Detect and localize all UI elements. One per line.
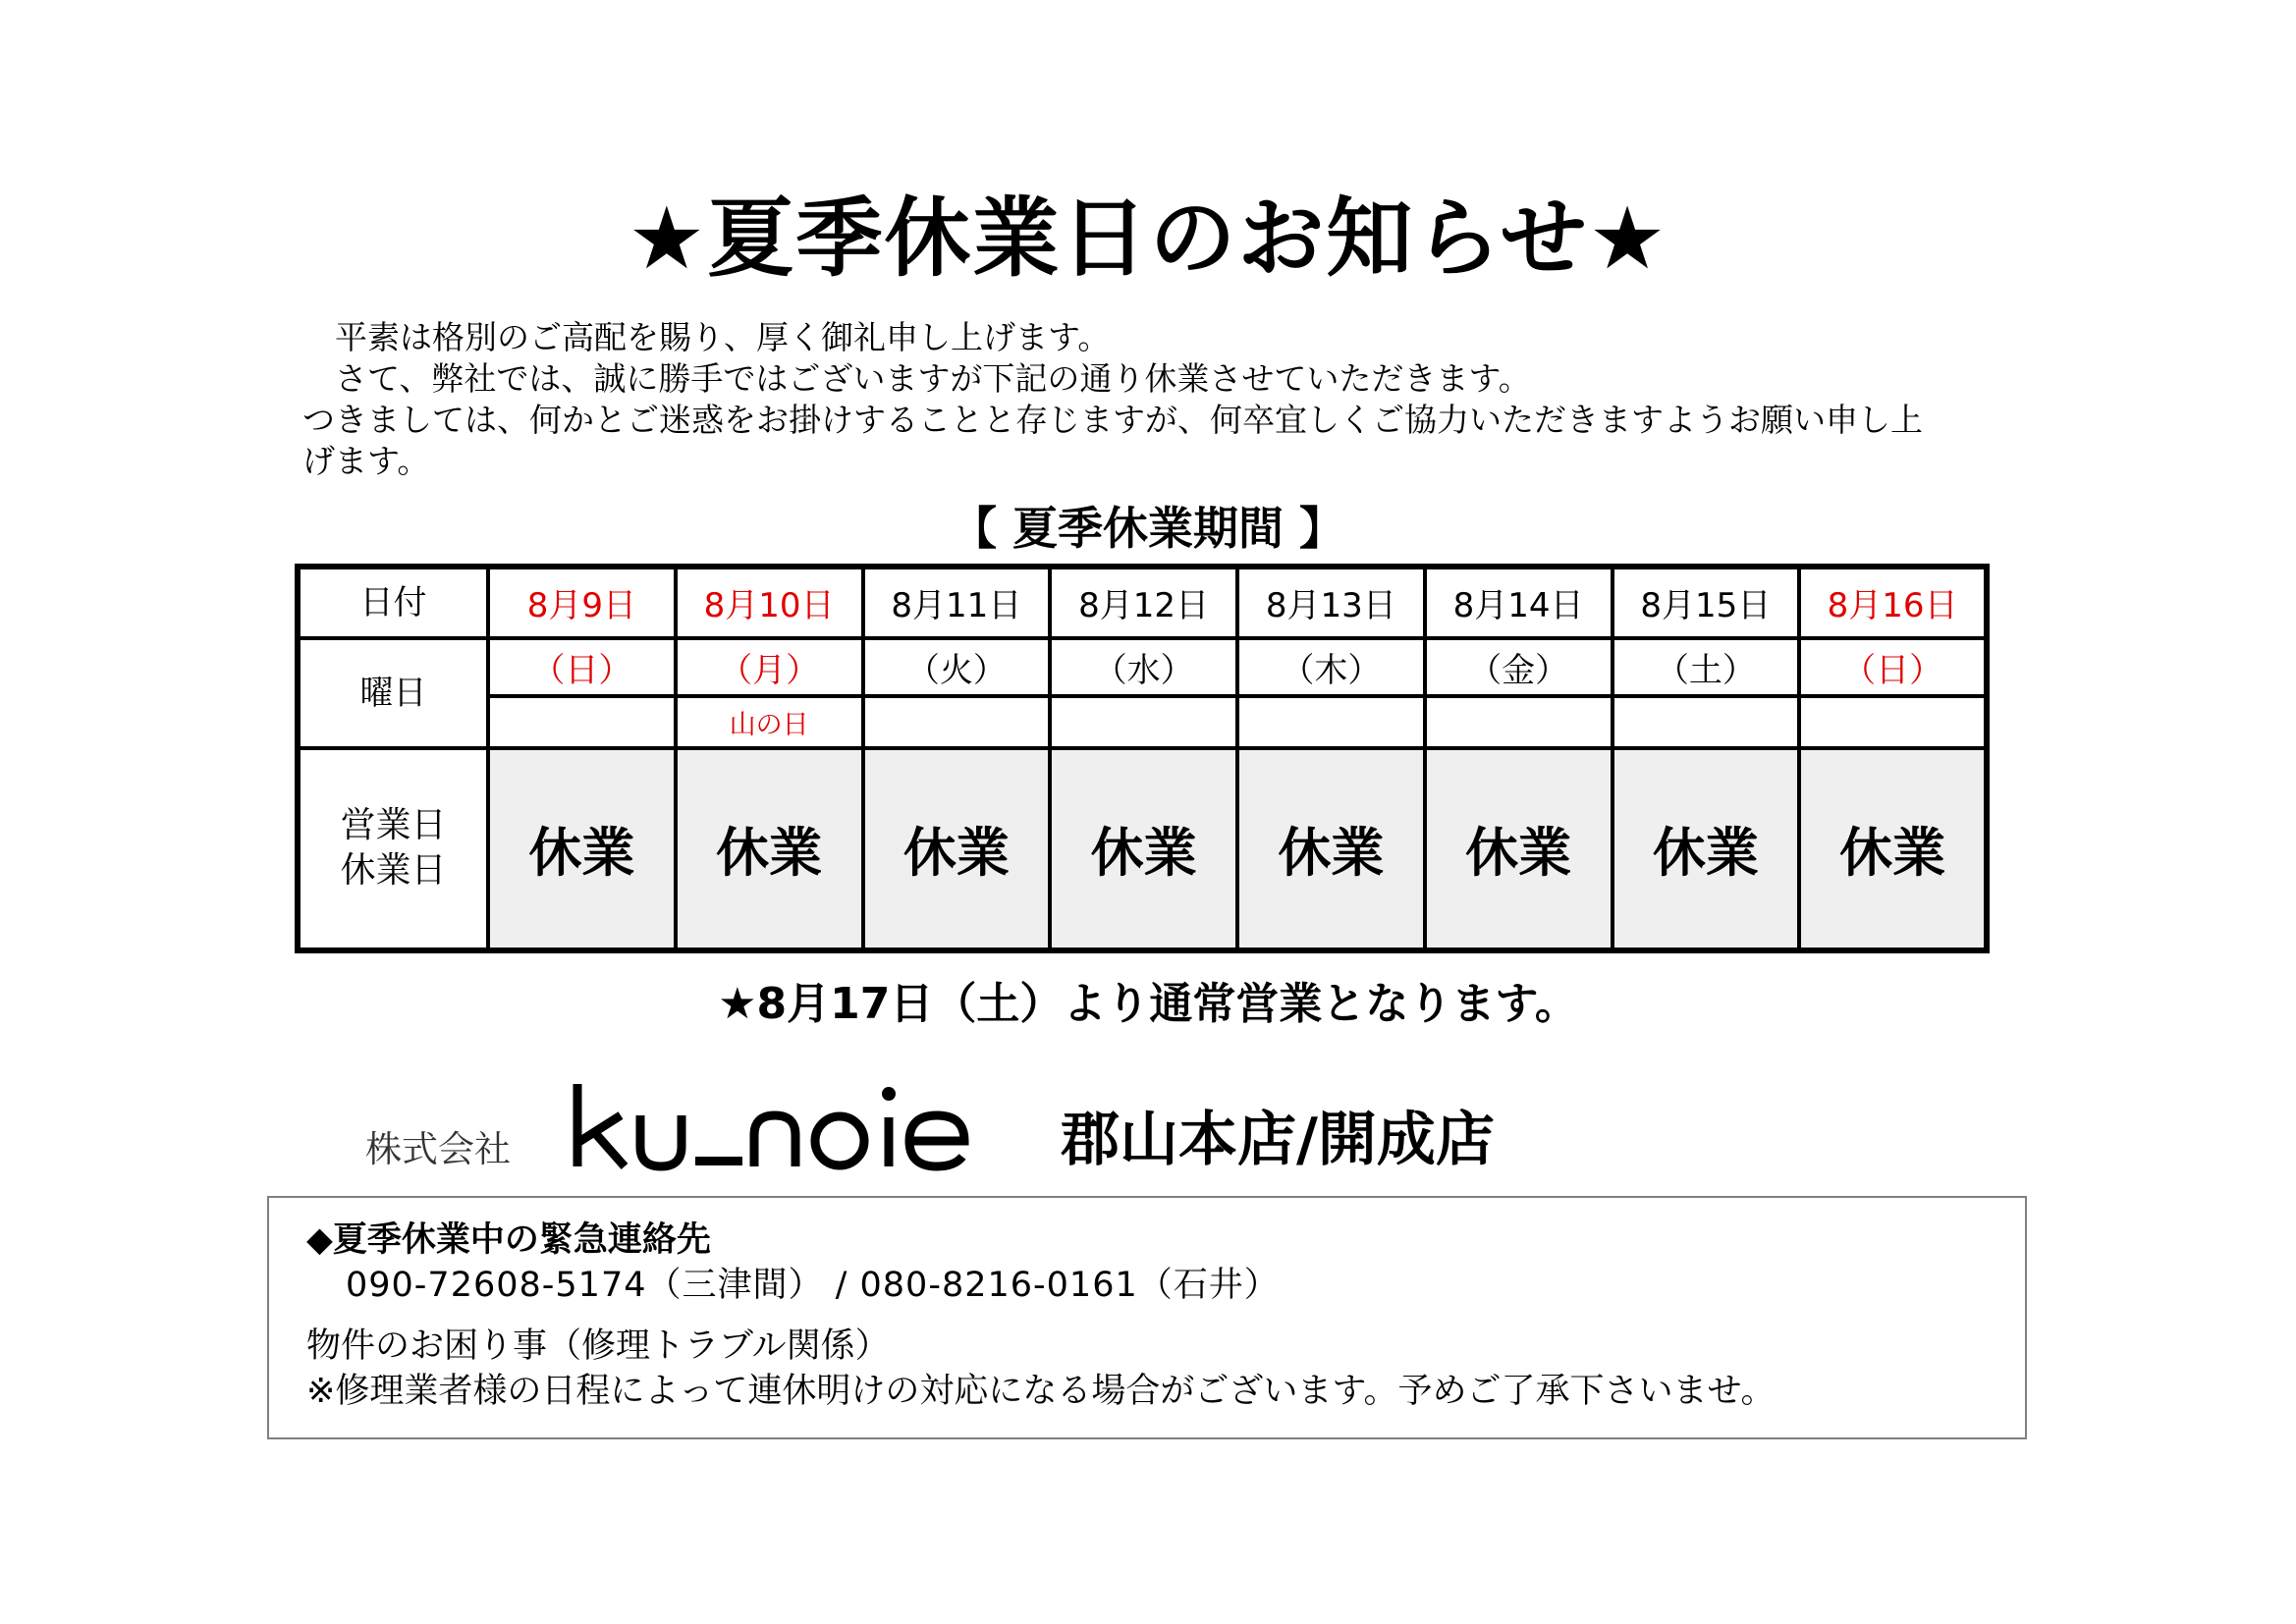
weekday-row (298, 638, 1987, 696)
weekday-cell: （日） (1799, 638, 1987, 696)
intro-line: げます。 (302, 442, 430, 480)
date-cell: 8月11日 (863, 567, 1051, 638)
intro-line: つきましては、何かとご迷惑をお掛けすることと存じますが、何卒宜しくご協力いただきますようお願い申し上 (302, 401, 1923, 439)
date-cell: 8月9日 (488, 567, 676, 638)
holiday-name-cell (1237, 696, 1425, 748)
date-cell: 8月16日 (1799, 567, 1987, 638)
contact-heading: ◆夏季休業中の緊急連絡先 (306, 1220, 711, 1260)
holiday-name-row (298, 696, 1987, 748)
status-cell: 休業 (1050, 748, 1237, 950)
period-title: 【 夏季休業期間 】 (951, 502, 1345, 555)
date-row (298, 567, 1987, 638)
date-cell: 8月15日 (1613, 567, 1800, 638)
emergency-contact-box (267, 1196, 2027, 1439)
weekday-cell: （水） (1050, 638, 1237, 696)
status-cell: 休業 (1237, 748, 1425, 950)
intro-line: 平素は格別のご高配を賜り、厚く御礼申し上げます。 (302, 318, 1111, 356)
holiday-name-cell (488, 696, 676, 748)
contact-trouble: 物件のお困り事（修理トラブル関係） (306, 1326, 890, 1366)
weekday-cell: （火） (863, 638, 1051, 696)
contact-phones: 090-72608-5174（三津間） / 080-8216-0161（石井） (346, 1266, 1280, 1305)
holiday-schedule-table (295, 564, 1990, 953)
date-cell: 8月12日 (1050, 567, 1237, 638)
weekday-cell: （木） (1237, 638, 1425, 696)
holiday-name-cell (1050, 696, 1237, 748)
holiday-name-cell: 山の日 (676, 696, 863, 748)
date-cell: 8月10日 (676, 567, 863, 638)
status-cell: 休業 (488, 748, 676, 950)
date-row-label: 日付 (298, 567, 488, 638)
weekday-cell: （日） (488, 638, 676, 696)
holiday-name-cell (1799, 696, 1987, 748)
store-name: 郡山本店/開成店 (1061, 1106, 1495, 1174)
holiday-name-cell (1425, 696, 1613, 748)
status-cell: 休業 (863, 748, 1051, 950)
status-cell: 休業 (1613, 748, 1800, 950)
ku-noie-logo (570, 1078, 1002, 1176)
status-label-closed: 休業日 (340, 850, 447, 892)
date-cell: 8月14日 (1425, 567, 1613, 638)
contact-note: ※修理業者様の日程によって連休明けの対応になる場合がございます。予めご了承下さいませ。 (306, 1372, 1776, 1411)
page-title: ★夏季休業日のお知らせ★ (628, 188, 1668, 289)
date-cell: 8月13日 (1237, 567, 1425, 638)
holiday-name-cell (1613, 696, 1800, 748)
weekday-cell: （土） (1613, 638, 1800, 696)
status-label-open: 営業日 (340, 805, 447, 846)
status-cell: 休業 (1799, 748, 1987, 950)
status-cell: 休業 (676, 748, 863, 950)
intro-text (302, 317, 1992, 482)
company-prefix: 株式会社 (365, 1128, 511, 1170)
company-logo (570, 1078, 1002, 1180)
status-row-label (298, 748, 488, 950)
reopen-notice: ★8月17日（土）より通常営業となります。 (718, 979, 1578, 1029)
holiday-name-cell (863, 696, 1051, 748)
weekday-row-label: 曜日 (298, 638, 488, 748)
status-row (298, 748, 1987, 950)
weekday-cell: （金） (1425, 638, 1613, 696)
intro-line: さて、弊社では、誠に勝手ではございますが下記の通り休業させていただきます。 (302, 359, 1531, 398)
weekday-cell: （月） (676, 638, 863, 696)
status-cell: 休業 (1425, 748, 1613, 950)
